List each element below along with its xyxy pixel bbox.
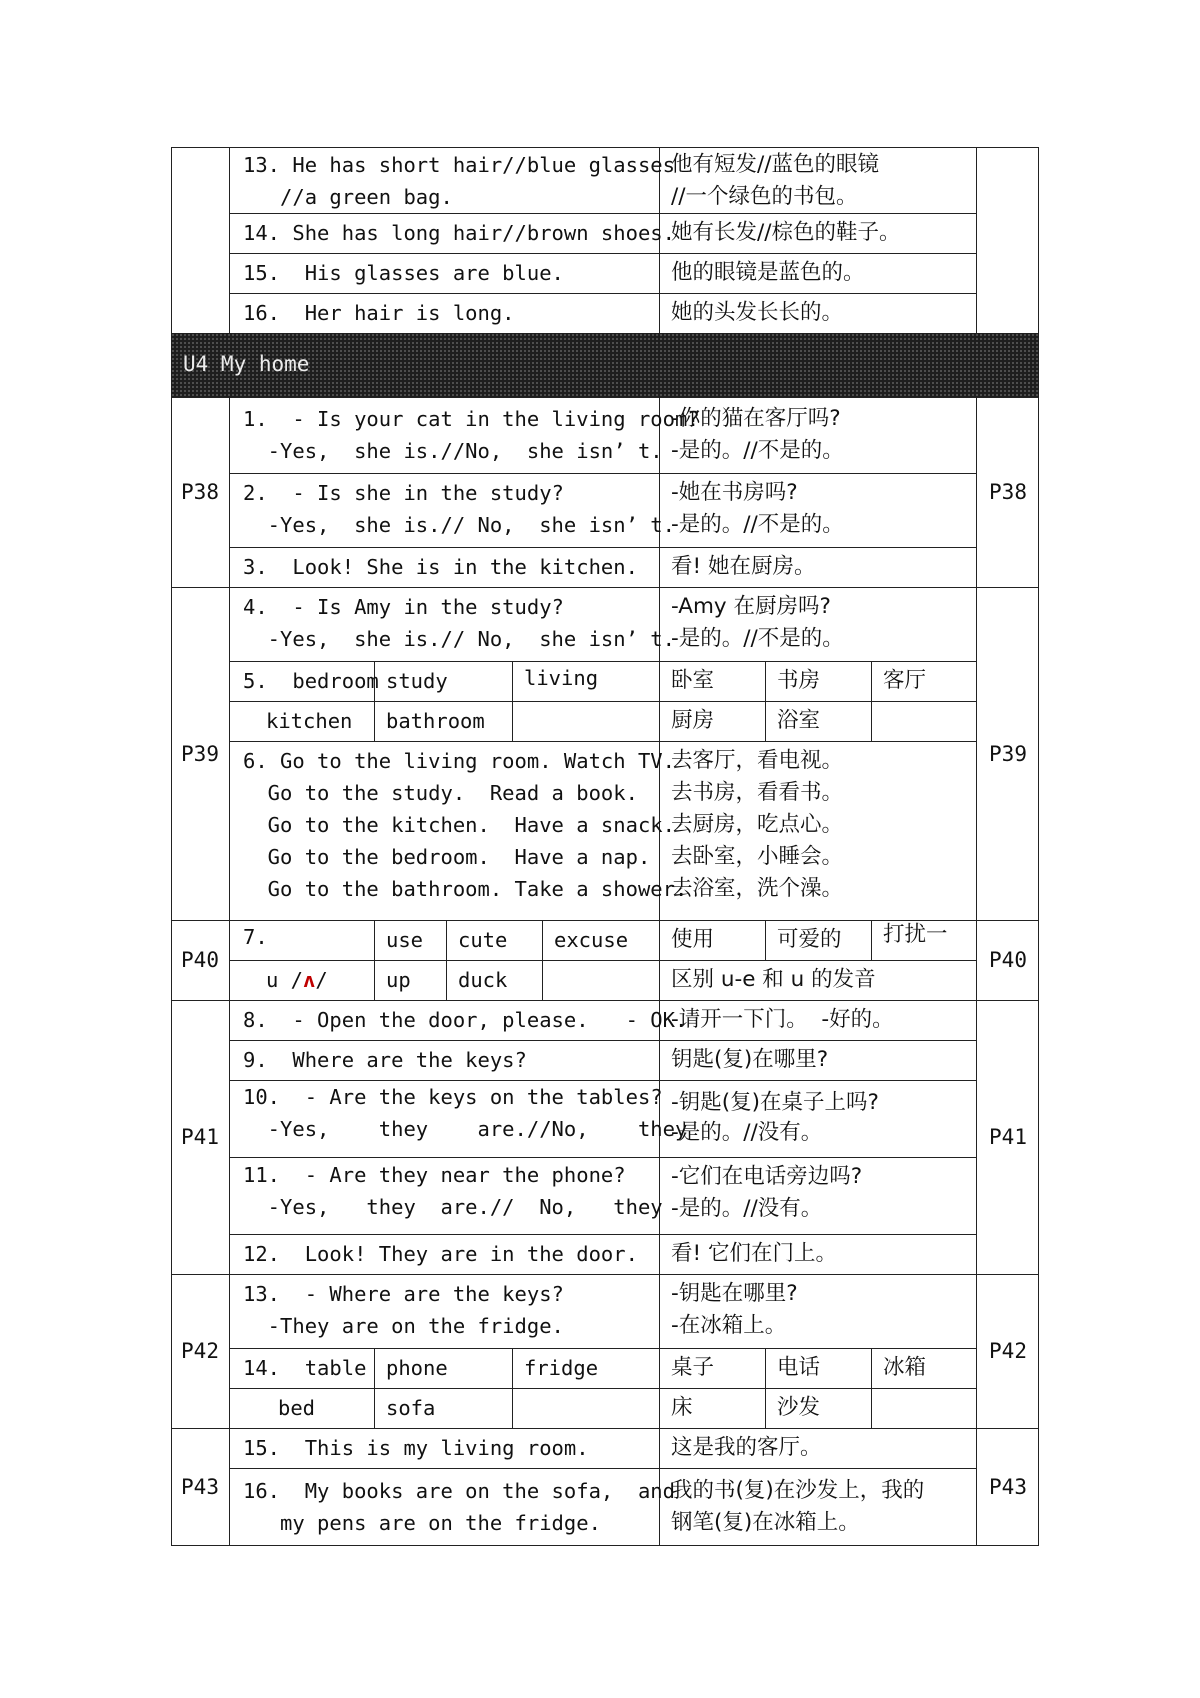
p38-q1-english-line-1: 1. - Is your cat in the living room?: [243, 407, 700, 431]
p39-q4-english-line-1: 4. - Is Amy in the study?: [243, 595, 564, 619]
p40-q7-note: 区别 u-e 和 u 的发音: [671, 967, 876, 992]
p40-q7-word-cute: cute: [458, 928, 508, 952]
p43-q15-english: 15. This is my living room.: [243, 1436, 589, 1460]
unit-header: [171, 333, 1039, 397]
p43-q16-chinese-line-1: 我的书(复)在沙发上，我的: [671, 1478, 925, 1503]
page-label-p40-right: P40: [989, 948, 1027, 972]
p41-q8-english: 8. - Open the door, please. - OK.: [243, 1008, 688, 1032]
p40-q7-word-up: up: [386, 968, 411, 992]
row-13-chinese-line-2: //一个绿色的书包。: [671, 184, 858, 209]
p42-q14-word-fridge-zh: 冰箱: [883, 1355, 927, 1380]
p39-q6-chinese-line-5: 去浴室，洗个澡。: [671, 876, 844, 901]
p42-q14-word-sofa: sofa: [386, 1396, 436, 1420]
p39-q6-english-line-3: Go to the kitchen. Have a snack.: [243, 813, 675, 837]
p39-q6-english-line-5: Go to the bathroom. Take a shower.: [243, 877, 688, 901]
page-label-p39-left: P39: [181, 742, 219, 766]
vocabulary-table: [171, 147, 1039, 1546]
p41-q11-english-line-1: 11. - Are they near the phone?: [243, 1163, 626, 1187]
p40-q7-phonetic-symbol: ʌ: [303, 968, 316, 992]
page-label-p42-left: P42: [181, 1339, 219, 1363]
p39-q6-chinese-line-1: 去客厅，看电视。: [671, 748, 844, 773]
p40-q7-number: 7.: [243, 925, 268, 949]
p42-q14-word-phone: phone: [386, 1356, 448, 1380]
p40-q7-word-use: use: [386, 928, 424, 952]
row-16-chinese: 她的头发长长的。: [671, 300, 844, 325]
row-13-chinese-line-1: 他有短发//蓝色的眼镜: [671, 152, 879, 177]
row-14-chinese: 她有长发//棕色的鞋子。: [671, 220, 901, 245]
p41-q11-english-line-2: -Yes, they are.// No, they: [243, 1195, 663, 1219]
p39-q6-chinese-line-4: 去卧室，小睡会。: [671, 844, 844, 869]
p39-q6-english-line-2: Go to the study. Read a book.: [243, 781, 638, 805]
p38-q2-chinese-line-1: -她在书房吗?: [671, 480, 798, 505]
p39-q6-english-line-1: 6. Go to the living room. Watch TV.: [243, 749, 675, 773]
p41-q9-chinese: 钥匙(复)在哪里?: [671, 1047, 829, 1072]
p40-q7-phonetic-suffix: /: [315, 968, 328, 992]
page-label-p41-right: P41: [989, 1125, 1027, 1149]
p41-q12-english: 12. Look! They are in the door.: [243, 1242, 638, 1266]
page-label-p42-right: P42: [989, 1339, 1027, 1363]
p43-q16-english-line-2: my pens are on the fridge.: [243, 1511, 601, 1535]
p39-q5-word-study: study: [386, 669, 448, 693]
p41-q11-chinese-line-2: -是的。//没有。: [671, 1196, 823, 1221]
p41-q9-english: 9. Where are the keys?: [243, 1048, 527, 1072]
p43-q16-english-line-1: 16. My books are on the sofa, and: [243, 1479, 675, 1503]
p40-q7-word-duck: duck: [458, 968, 508, 992]
p42-q14-word-bed: bed: [278, 1396, 316, 1420]
p43-q16-chinese-line-2: 钢笔(复)在冰箱上。: [671, 1510, 860, 1535]
p40-q7-phonetic: [266, 964, 328, 996]
p41-q10-chinese-line-2: -是的。//没有。: [671, 1120, 823, 1145]
p41-q12-chinese: 看! 它们在门上。: [671, 1241, 837, 1266]
p38-q1-chinese-line-1: -你的猫在客厅吗?: [671, 406, 841, 431]
p41-q11-chinese-line-1: -它们在电话旁边吗?: [671, 1164, 863, 1189]
page-label-p43-left: P43: [181, 1475, 219, 1499]
p42-q14-word-sofa-zh: 沙发: [777, 1395, 821, 1420]
p38-q1-english-line-2: -Yes, she is.//No, she isn’ t.: [243, 439, 663, 463]
p41-q8-chinese: -请开一下门。 -好的。: [671, 1007, 894, 1032]
p41-q10-english-line-2: -Yes, they are.//No, they: [243, 1117, 688, 1141]
p43-q15-chinese: 这是我的客厅。: [671, 1435, 822, 1460]
page-label-p38-right: P38: [989, 480, 1027, 504]
row-13-english-line-2: //a green bag.: [243, 185, 453, 209]
p42-q13-chinese-line-1: -钥匙在哪里?: [671, 1281, 798, 1306]
p39-q4-chinese-line-1: -Amy 在厨房吗?: [671, 594, 831, 619]
p39-q6-english-line-4: Go to the bedroom. Have a nap.: [243, 845, 651, 869]
p38-q2-chinese-line-2: -是的。//不是的。: [671, 512, 844, 537]
page-label-p39-right: P39: [989, 742, 1027, 766]
p41-q10-english-line-1: 10. - Are the keys on the tables?: [243, 1085, 663, 1109]
p39-q5-word-living-zh: 客厅: [883, 668, 927, 693]
p38-q1-chinese-line-2: -是的。//不是的。: [671, 438, 844, 463]
p38-q3-english: 3. Look! She is in the kitchen.: [243, 555, 638, 579]
p40-q7-word-use-zh: 使用: [671, 927, 715, 952]
p42-q14-word-fridge: fridge: [524, 1356, 599, 1380]
p42-q13-english-line-2: -They are on the fridge.: [243, 1314, 564, 1338]
p41-q10-chinese-line-1: -钥匙(复)在桌子上吗?: [671, 1090, 879, 1115]
p42-q14-word-table-zh: 桌子: [671, 1355, 715, 1380]
p40-q7-word-excuse-zh: 打扰一: [883, 922, 948, 947]
p40-q7-word-cute-zh: 可爱的: [777, 927, 842, 952]
p39-q4-english-line-2: -Yes, she is.// No, she isn’ t.: [243, 627, 675, 651]
p39-q4-chinese-line-2: -是的。//不是的。: [671, 626, 844, 651]
row-15-chinese: 他的眼镜是蓝色的。: [671, 260, 865, 285]
p42-q14-word-table: 14. table: [243, 1356, 367, 1380]
p39-q5-word-living: living: [524, 666, 599, 690]
p42-q13-english-line-1: 13. - Where are the keys?: [243, 1282, 564, 1306]
p39-q5-word-kitchen-zh: 厨房: [671, 708, 715, 733]
row-15-english: 15. His glasses are blue.: [243, 261, 564, 285]
page-label-p43-right: P43: [989, 1475, 1027, 1499]
p39-q5-word-kitchen: kitchen: [266, 709, 353, 733]
p39-q6-chinese-line-3: 去厨房，吃点心。: [671, 812, 844, 837]
p39-q5-word-bedroom-zh: 卧室: [671, 668, 715, 693]
row-14-english: 14. She has long hair//brown shoes.: [243, 221, 675, 245]
p39-q5-word-bathroom: bathroom: [386, 709, 485, 733]
p40-q7-word-excuse: excuse: [554, 928, 629, 952]
p38-q2-english-line-2: -Yes, she is.// No, she isn’ t.: [243, 513, 675, 537]
p42-q14-word-bed-zh: 床: [671, 1395, 693, 1420]
p39-q5-word-bathroom-zh: 浴室: [777, 708, 821, 733]
p39-q5-word-bedroom: 5. bedroom: [243, 669, 379, 693]
p38-q2-english-line-1: 2. - Is she in the study?: [243, 481, 564, 505]
p38-q3-chinese: 看! 她在厨房。: [671, 554, 816, 579]
p39-q5-word-study-zh: 书房: [777, 668, 821, 693]
page-label-p41-left: P41: [181, 1125, 219, 1149]
row-16-english: 16. Her hair is long.: [243, 301, 515, 325]
p40-q7-phonetic-prefix: u /: [266, 968, 304, 992]
p42-q14-word-phone-zh: 电话: [777, 1355, 821, 1380]
page-label-p38-left: P38: [181, 480, 219, 504]
unit-title: U4 My home: [183, 352, 310, 376]
p39-q6-chinese-line-2: 去书房，看看书。: [671, 780, 844, 805]
page-label-p40-left: P40: [181, 948, 219, 972]
p42-q13-chinese-line-2: -在冰箱上。: [671, 1313, 787, 1338]
row-13-english-line-1: 13. He has short hair//blue glasses: [243, 153, 675, 177]
